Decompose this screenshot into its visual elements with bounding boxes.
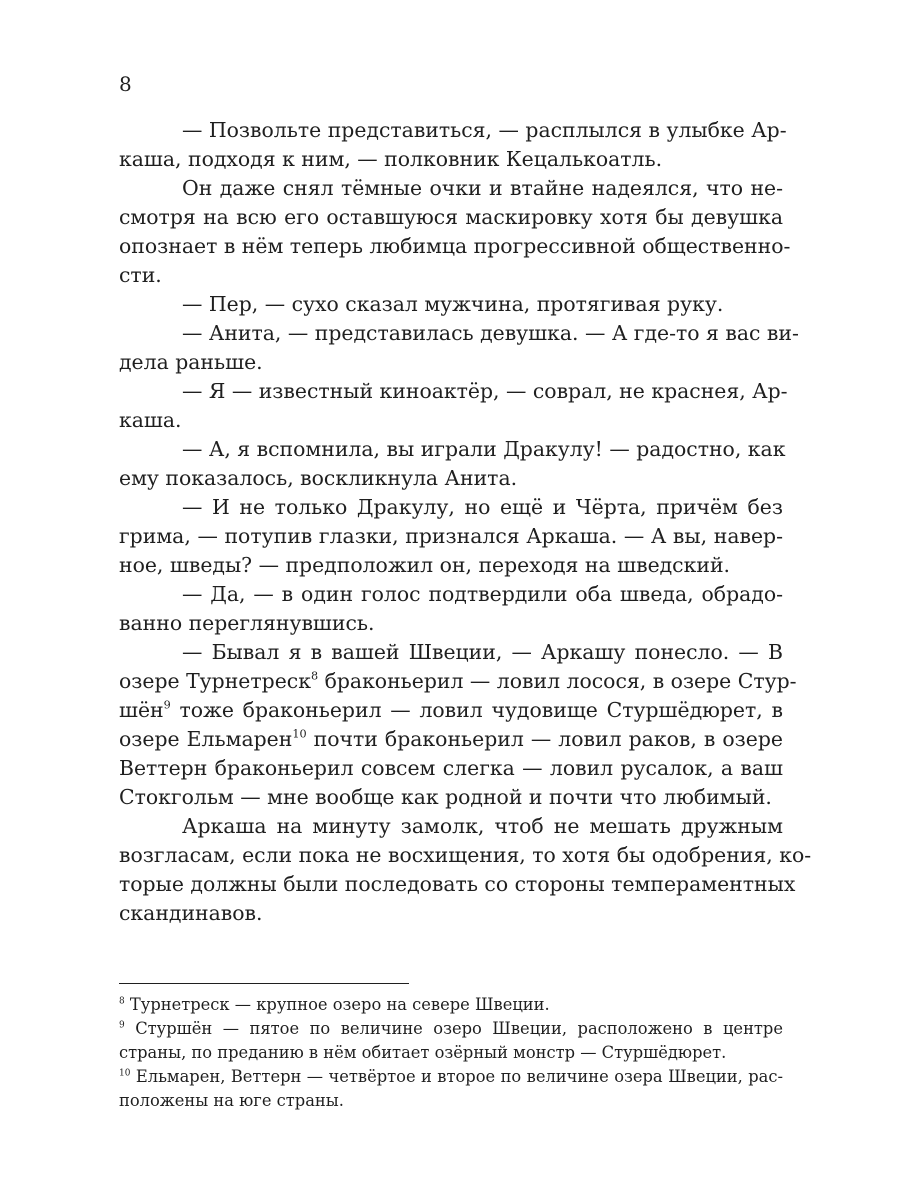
footnote-text: Турнетреск — крупное озеро на севере Швеции. [129,995,550,1014]
text-line: опознает в нём теперь любимца прогрессивной общественно- [119,234,791,258]
text-fragment: озере Ельмарен [119,727,293,751]
text-line: — Позвольте представиться, — расплылся в улыбке Ар- [182,118,787,142]
text-line: скандинавов. [119,901,263,925]
footnote-ref[interactable]: 10 [292,727,307,741]
text-line: Он даже снял тёмные очки и втайне надеялся, что не- [182,176,783,200]
text-line: — Бывал я в вашей Швеции, — Аркашу понесло. — В [182,640,783,664]
text-line: — Я — известный киноактёр, — соврал, не краснея, Ар- [182,379,788,403]
footnote-mark: 9 [119,1020,125,1031]
text-line: — Анита, — представилась девушка. — А где-то я вас ви- [182,321,799,345]
text-line: каша, подходя к ним, — полковник Кецалькоатль. [119,147,663,171]
text-fragment: тоже браконьерил — ловил чудовище Стуршёдюрет, в [179,698,783,722]
footnote-text: Ельмарен, Веттерн — четвёртое и второе по величине озера Швеции, рас- [135,1067,783,1086]
footnote-line: положены на юге страны. [119,1091,344,1110]
text-line: — И не только Дракулу, но ещё и Чёрта, причём без [182,495,783,519]
text-line: — Да, — в один голос подтвердили оба шведа, обрадо- [182,582,783,606]
text-line: ванно переглянувшись. [119,611,375,635]
text-fragment: озере Турнетреск [119,669,311,693]
footnote-ref[interactable]: 8 [310,669,319,683]
text-line: — Пер, — сухо сказал мужчина, протягивая руку. [182,292,724,316]
text-line: — А, я вспомнила, вы играли Дракулу! — радостно, как [182,437,786,461]
footnote-line: страны, по преданию в нём обитает озёрный монстр — Стуршёдюрет. [119,1043,727,1062]
footnote-mark: 10 [119,1068,131,1079]
text-line: смотря на всю его оставшуюся маскировку хотя бы девушка [119,205,783,229]
footnote-line [119,993,783,1017]
text-line: ное, шведы? — предположил он, переходя на шведский. [119,553,731,577]
text-line: грима, — потупив глазки, признался Аркаша. — А вы, навер- [119,524,783,548]
text-line: сти. [119,263,162,287]
main-text [119,116,812,928]
text-line: возгласам, если пока не восхищения, то хотя бы одобрения, ко- [119,843,812,867]
text-line [119,696,783,725]
footnote-text: Стуршён — пятое по величине озеро Швеции, расположено в центре [135,1019,783,1038]
text-line: торые должны были последовать со стороны темпераментных [119,872,796,896]
text-line: Веттерн браконьерил совсем слегка — ловил русалок, а ваш [119,756,783,780]
text-line [119,667,797,696]
footnote-ref[interactable]: 9 [163,698,171,712]
footnote-mark: 8 [119,996,125,1007]
text-line: Аркаша на минуту замолк, чтоб не мешать дружным [182,814,783,838]
text-fragment: почти браконьерил — ловил раков, в озере [313,727,783,751]
text-fragment: шён [119,698,164,722]
text-line: ему показалось, воскликнула Анита. [119,466,518,490]
text-line [119,725,783,754]
footnote-line [119,1017,783,1041]
footnotes [119,993,783,1113]
text-line: каша. [119,408,182,432]
page-number: 8 [119,72,132,96]
footnote-divider [119,983,409,984]
text-line: дела раньше. [119,350,263,374]
footnote-line [119,1065,783,1089]
text-line: Стокгольм — мне вообще как родной и почти что любимый. [119,785,772,809]
text-fragment: браконьерил — ловил лосося, в озере Стур- [324,669,797,693]
